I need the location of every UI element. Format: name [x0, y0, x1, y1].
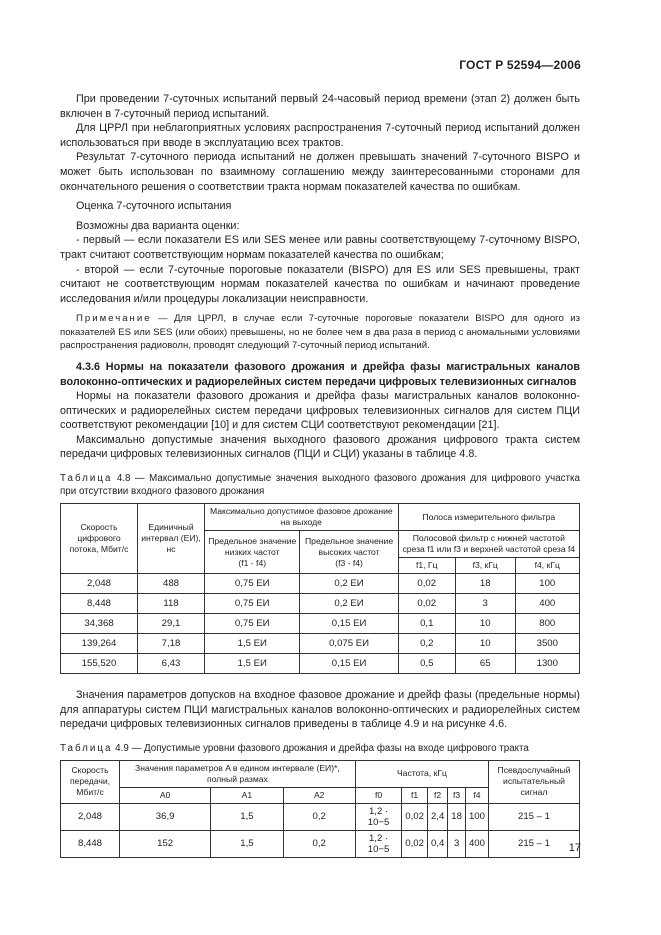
table-4-9-body — [61, 803, 580, 857]
table-row — [61, 574, 580, 594]
table-cell: 100 — [465, 803, 488, 830]
paragraph: Для ЦРРЛ при неблагоприятных условиях распространения 7-суточный период испытаний должен использоваться при вводе в эксплуатацию всех трактов. — [60, 122, 580, 149]
table-cell: 3 — [455, 594, 515, 614]
table-cell: 0,02 — [398, 594, 455, 614]
col-header-f1: f1, Гц — [398, 558, 455, 574]
table-4-9-caption: Таблица 4.9 — Допустимые уровни фазового дрожания и дрейфа фазы на входе цифрового тракта — [60, 742, 529, 754]
col-header-f3: f3, кГц — [455, 558, 515, 574]
table-cell: 1,2 · 10−5 — [355, 803, 401, 830]
col-header-high-freq: Предельное значение высоких частот (f3 - f4) — [300, 531, 398, 574]
table-cell: 118 — [138, 594, 205, 614]
table-4-8-caption: Таблица 4.8 — Максимально допустимые значения выходного фазового дрожания для цифрового участка при отсутствии входного фазового дрожания — [60, 473, 580, 498]
table-cell: 0,5 — [398, 654, 455, 674]
col-header-f4: f4, кГц — [515, 558, 579, 574]
paragraph: Значения параметров допусков на входное фазовое дрожание и дрейф фазы (предельные нормы) для аппаратуры систем ПЦИ магистральных каналов волоконно-оптических и радиорелейных систем передачи цифровых телевизионных сигналов приведены в таблице 4.9 и на рисунке 4.6. — [60, 689, 580, 731]
col-header-bandpass-desc: Полосовой фильтр с нижней частотой среза f1 или f3 и верхней частотой среза f4 — [398, 531, 579, 558]
table-cell: 0,2 ЕИ — [300, 574, 398, 594]
table-cell: 7,18 — [138, 634, 205, 654]
table-cell: 8,448 — [61, 830, 120, 857]
table-row — [61, 654, 580, 674]
table-cell: 18 — [455, 574, 515, 594]
table-cell: 0,15 ЕИ — [300, 654, 398, 674]
table-cell: 3 — [448, 830, 466, 857]
table-cell: 152 — [120, 830, 211, 857]
document-code: ГОСТ Р 52594—2006 — [459, 58, 581, 72]
table-cell: 2,048 — [61, 574, 138, 594]
col-header-speed: Скорость цифрового потока, Мбит/с — [61, 504, 138, 574]
table-cell: 0,75 ЕИ — [205, 614, 300, 634]
table-cell: 34,368 — [61, 614, 138, 634]
table-cell: 1,2 · 10−5 — [355, 830, 401, 857]
paragraph: Оценка 7-суточного испытания — [76, 200, 232, 213]
table-cell: 29,1 — [138, 614, 205, 634]
table-row — [61, 594, 580, 614]
table-cell: 1,5 — [211, 830, 283, 857]
col-header-unit-interval: Единичный интервал (ЕИ), нс — [138, 504, 205, 574]
note-label: Примечание — [76, 313, 152, 325]
paragraph: Максимально допустимые значения выходного фазового дрожания цифрового тракта систем передачи цифровых телевизионных сигналов (ПЦИ и СЦИ) указаны в таблице 4.8. — [60, 433, 580, 461]
table-cell: 0,2 — [283, 803, 355, 830]
table-cell: 36,9 — [120, 803, 211, 830]
table-cell: 1300 — [515, 654, 579, 674]
col-header-max-jitter: Максимально допустимое фазовое дрожание на выходе — [205, 504, 399, 531]
paragraph: Нормы на показатели фазового дрожания и дрейфа фазы магистральных каналов волоконно-оптических и радиорелейных систем передачи цифровых телевизионных сигналов для систем ПЦИ соответствуют рекомендации [10] и для систем СЦИ соответствуют рекомендации [21]. — [60, 390, 580, 432]
table-cell: 2,4 — [427, 803, 447, 830]
table-cell: 0,075 ЕИ — [300, 634, 398, 654]
table-cell: 0,2 — [283, 830, 355, 857]
table-cell: 215 – 1 — [489, 830, 580, 857]
col-header-frequency: Частота, кГц — [355, 760, 488, 787]
col-header-f3: f3 — [448, 787, 466, 803]
note-text: — Для ЦРРЛ, в случае если 7-суточные пороговые показатели BISPO для одного из показателей ES или SES (или обоих) превышены, но не более чем в два раза в период с аномальными условиями распространения радиоволн, проводят следующий 7-суточный период испытаний. — [60, 313, 580, 351]
table-cell: 0,75 ЕИ — [205, 574, 300, 594]
table-cell: 0,1 — [398, 614, 455, 634]
table-cell: 65 — [455, 654, 515, 674]
table-cell: 6,43 — [138, 654, 205, 674]
col-header-f2: f2 — [427, 787, 447, 803]
col-header-filter-band: Полоса измерительного фильтра — [398, 504, 579, 531]
page-number: 17 — [568, 842, 581, 854]
table-4-8-body — [61, 574, 580, 674]
table-cell: 100 — [515, 574, 579, 594]
table-row — [61, 830, 580, 857]
table-cell: 2,048 — [61, 803, 120, 830]
table-cell: 0,75 ЕИ — [205, 594, 300, 614]
table-cell: 800 — [515, 614, 579, 634]
table-cell: 1,5 — [211, 803, 283, 830]
table-cell: 10 — [455, 614, 515, 634]
table-4-9 — [60, 760, 580, 858]
table-row — [61, 614, 580, 634]
col-header-a2: A2 — [283, 787, 355, 803]
paragraph: Возможны два варианта оценки: — [76, 219, 240, 232]
col-header-pseudo-signal: Псевдослучайный испытательный сигнал — [489, 760, 580, 803]
table-row — [61, 634, 580, 654]
col-header-low-freq: Предельное значение низких частот (f1 - f4) — [205, 531, 300, 574]
col-header-f0: f0 — [355, 787, 401, 803]
table-cell: 400 — [465, 830, 488, 857]
note — [60, 312, 580, 352]
table-cell: 155,520 — [61, 654, 138, 674]
table-cell: 488 — [138, 574, 205, 594]
table-cell: 0,2 — [398, 634, 455, 654]
table-cell: 400 — [515, 594, 579, 614]
col-header-a1: A1 — [211, 787, 283, 803]
table-cell: 8,448 — [61, 594, 138, 614]
section-heading: 4.3.6 Нормы на показатели фазового дрожания и дрейфа фазы магистральных каналов волоконно-оптических и радиорелейных систем передачи цифровых телевизионных сигналов — [60, 360, 580, 388]
table-cell: 0,4 — [427, 830, 447, 857]
col-header-f4: f4 — [465, 787, 488, 803]
table-4-8 — [60, 503, 580, 674]
table-cell: 1,5 ЕИ — [205, 654, 300, 674]
table-cell: 0,02 — [402, 803, 428, 830]
col-header-f1: f1 — [402, 787, 428, 803]
paragraph: При проведении 7-суточных испытаний первый 24-часовый период времени (этап 2) должен быть включен в 7-суточный период испытаний. — [60, 93, 580, 120]
table-cell: 139,264 — [61, 634, 138, 654]
table-cell: 3500 — [515, 634, 579, 654]
table-cell: 215 – 1 — [489, 803, 580, 830]
col-header-params: Значения параметров A в едином интервале (ЕИ)*, полный размах — [120, 760, 356, 787]
table-cell: 0,2 ЕИ — [300, 594, 398, 614]
table-cell: 10 — [455, 634, 515, 654]
paragraph: - второй — если 7-суточные пороговые показатели (BISPO) для ES или SES превышены, тракт считают не соответствующим нормам показателей качества по ошибкам и начинают проведение исследования и/или процедуры локализации неисправности. — [60, 263, 580, 305]
table-cell: 1,5 ЕИ — [205, 634, 300, 654]
col-header-speed: Скорость передачи, Мбит/с — [61, 760, 120, 803]
table-cell: 0,02 — [398, 574, 455, 594]
body-text — [60, 92, 580, 858]
paragraph: - первый — если показатели ES или SES менее или равны соответствующему 7-суточному BISPO, тракт считают соответствующим нормам показателей качества по ошибкам; — [60, 234, 580, 261]
table-cell: 0,02 — [402, 830, 428, 857]
paragraph: Результат 7-суточного периода испытаний не должен превышать значений 7-суточного BISPO и может быть использован по взаимному соглашению между заинтересованными сторонами для окончательного решения о соответствии тракта нормам показателей качества по ошибкам. — [60, 151, 580, 193]
table-cell: 18 — [448, 803, 466, 830]
table-row — [61, 803, 580, 830]
table-cell: 0,15 ЕИ — [300, 614, 398, 634]
col-header-a0: A0 — [120, 787, 211, 803]
